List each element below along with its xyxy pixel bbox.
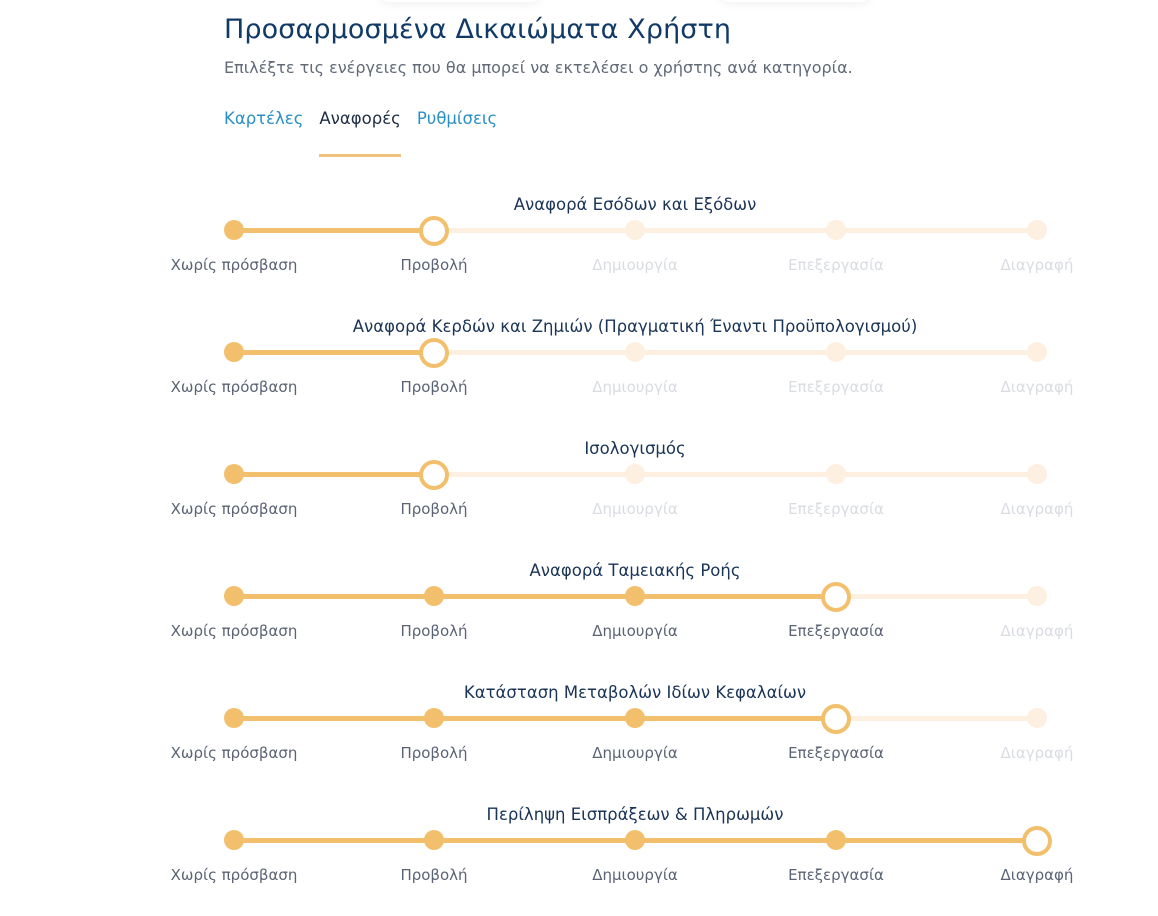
slider-handle[interactable] — [419, 460, 449, 490]
slider-stop[interactable] — [625, 220, 645, 240]
page-subtitle: Επιλέξτε τις ενέργειες που θα μπορεί να εκτελέσει ο χρήστης ανά κατηγορία. — [224, 58, 853, 77]
permission-title: Αναφορά Εσόδων και Εξόδων — [513, 195, 757, 214]
slider-stop[interactable] — [224, 708, 244, 728]
slider-stop[interactable] — [826, 464, 846, 484]
slider-stop-label[interactable]: Προβολή — [400, 256, 468, 274]
slider-handle[interactable] — [1022, 826, 1052, 856]
slider-stop-label[interactable]: Διαγραφή — [1000, 744, 1074, 762]
slider-stop[interactable] — [1027, 220, 1047, 240]
slider-stop-label[interactable]: Επεξεργασία — [788, 866, 884, 884]
slider-stop-label[interactable]: Χωρίς πρόσβαση — [170, 256, 298, 274]
slider-stop[interactable] — [826, 830, 846, 850]
slider-stop-label[interactable]: Διαγραφή — [1000, 256, 1074, 274]
slider-stop[interactable] — [424, 708, 444, 728]
permission-title: Αναφορά Ταμειακής Ροής — [529, 561, 741, 580]
slider-stop-label[interactable]: Χωρίς πρόσβαση — [170, 744, 298, 762]
slider-stop-label[interactable]: Επεξεργασία — [788, 622, 884, 640]
permission-row — [0, 317, 1158, 427]
tab-cards[interactable]: Καρτέλες — [224, 109, 304, 128]
permission-title: Ισολογισμός — [584, 439, 686, 458]
slider-stop[interactable] — [1027, 342, 1047, 362]
cutoff-button-left — [380, 0, 540, 2]
slider-handle[interactable] — [419, 216, 449, 246]
slider-stop[interactable] — [625, 342, 645, 362]
slider-stop-label[interactable]: Προβολή — [400, 500, 468, 518]
slider-stop-label[interactable]: Επεξεργασία — [788, 500, 884, 518]
slider-stop[interactable] — [625, 586, 645, 606]
slider-track-fill — [234, 716, 836, 721]
slider-handle[interactable] — [821, 704, 851, 734]
slider-stop-label[interactable]: Δημιουργία — [592, 622, 678, 640]
slider-stop-label[interactable]: Επεξεργασία — [788, 378, 884, 396]
tab-reports[interactable]: Αναφορές — [319, 109, 401, 128]
category-tabs — [224, 109, 513, 128]
slider-stop[interactable] — [625, 830, 645, 850]
slider-stop-label[interactable]: Χωρίς πρόσβαση — [170, 622, 298, 640]
slider-stop[interactable] — [424, 830, 444, 850]
slider-track-fill — [234, 594, 836, 599]
slider-stop-label[interactable]: Προβολή — [400, 744, 468, 762]
page-title: Προσαρμοσμένα Δικαιώματα Χρήστη — [224, 14, 732, 45]
slider-handle[interactable] — [419, 338, 449, 368]
slider-stop-label[interactable]: Επεξεργασία — [788, 256, 884, 274]
permission-row — [0, 195, 1158, 305]
permission-title: Περίληψη Εισπράξεων & Πληρωμών — [486, 805, 784, 824]
slider-stop[interactable] — [224, 586, 244, 606]
slider-track-fill — [234, 350, 434, 355]
slider-stop-label[interactable]: Προβολή — [400, 378, 468, 396]
slider-stop[interactable] — [826, 220, 846, 240]
slider-stop[interactable] — [224, 342, 244, 362]
slider-stop-label[interactable]: Προβολή — [400, 622, 468, 640]
cutoff-button-right — [720, 0, 870, 2]
slider-stop[interactable] — [826, 342, 846, 362]
slider-stop-label[interactable]: Διαγραφή — [1000, 866, 1074, 884]
slider-stop[interactable] — [1027, 708, 1047, 728]
slider-track-fill — [234, 228, 434, 233]
slider-stop-label[interactable]: Δημιουργία — [592, 866, 678, 884]
slider-stop-label[interactable]: Διαγραφή — [1000, 500, 1074, 518]
slider-stop-label[interactable]: Δημιουργία — [592, 744, 678, 762]
permission-title: Αναφορά Κερδών και Ζημιών (Πραγματική Έναντι Προϋπολογισμού) — [352, 317, 918, 336]
slider-stop-label[interactable]: Προβολή — [400, 866, 468, 884]
slider-stop-label[interactable]: Δημιουργία — [592, 256, 678, 274]
slider-stop[interactable] — [625, 708, 645, 728]
tab-settings[interactable]: Ρυθμίσεις — [416, 109, 498, 128]
slider-stop-label[interactable]: Διαγραφή — [1000, 622, 1074, 640]
slider-stop[interactable] — [224, 220, 244, 240]
slider-stop-label[interactable]: Διαγραφή — [1000, 378, 1074, 396]
permission-row — [0, 561, 1158, 671]
permission-row — [0, 439, 1158, 549]
slider-stop[interactable] — [1027, 586, 1047, 606]
slider-stop-label[interactable]: Επεξεργασία — [788, 744, 884, 762]
slider-stop[interactable] — [224, 830, 244, 850]
slider-track-fill — [234, 472, 434, 477]
slider-stop-label[interactable]: Χωρίς πρόσβαση — [170, 500, 298, 518]
slider-stop-label[interactable]: Δημιουργία — [592, 378, 678, 396]
permission-row — [0, 683, 1158, 793]
slider-stop-label[interactable]: Δημιουργία — [592, 500, 678, 518]
slider-stop[interactable] — [625, 464, 645, 484]
permission-row — [0, 805, 1158, 915]
slider-stop-label[interactable]: Χωρίς πρόσβαση — [170, 866, 298, 884]
slider-stop[interactable] — [1027, 464, 1047, 484]
slider-stop[interactable] — [224, 464, 244, 484]
slider-stop[interactable] — [424, 586, 444, 606]
slider-handle[interactable] — [821, 582, 851, 612]
slider-stop-label[interactable]: Χωρίς πρόσβαση — [170, 378, 298, 396]
permission-title: Κατάσταση Μεταβολών Ιδίων Κεφαλαίων — [463, 683, 807, 702]
